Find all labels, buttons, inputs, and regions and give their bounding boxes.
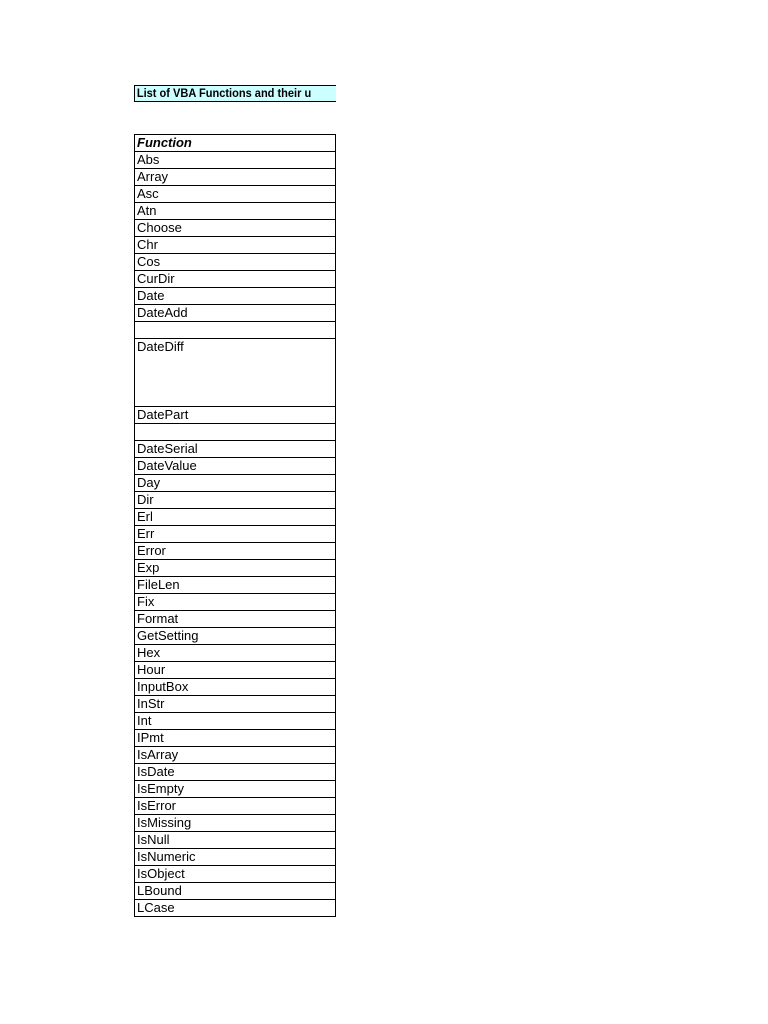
function-cell: Array	[135, 169, 336, 186]
function-cell: IsNumeric	[135, 849, 336, 866]
table-row	[135, 645, 336, 662]
function-cell: Erl	[135, 509, 336, 526]
table-row	[135, 424, 336, 441]
function-cell: LBound	[135, 883, 336, 900]
sheet-title	[134, 85, 336, 102]
table-row	[135, 441, 336, 458]
function-cell: Err	[135, 526, 336, 543]
table-row	[135, 152, 336, 169]
function-cell: Chr	[135, 237, 336, 254]
function-cell: Format	[135, 611, 336, 628]
table-row	[135, 220, 336, 237]
table-row	[135, 203, 336, 220]
table-row	[135, 271, 336, 288]
function-cell: Choose	[135, 220, 336, 237]
function-cell: Atn	[135, 203, 336, 220]
table-row	[135, 798, 336, 815]
function-cell: IPmt	[135, 730, 336, 747]
function-cell: Date	[135, 288, 336, 305]
table-row	[135, 781, 336, 798]
table-row	[135, 322, 336, 339]
function-cell: Asc	[135, 186, 336, 203]
function-cell: Int	[135, 713, 336, 730]
function-cell: Abs	[135, 152, 336, 169]
function-cell: IsEmpty	[135, 781, 336, 798]
table-row	[135, 492, 336, 509]
function-cell	[135, 424, 336, 441]
table-row	[135, 594, 336, 611]
function-cell: Hour	[135, 662, 336, 679]
table-row	[135, 407, 336, 424]
function-cell: IsArray	[135, 747, 336, 764]
table-row	[135, 730, 336, 747]
table-row	[135, 560, 336, 577]
table-row	[135, 237, 336, 254]
function-cell: FileLen	[135, 577, 336, 594]
table-row	[135, 458, 336, 475]
function-cell: IsDate	[135, 764, 336, 781]
function-cell: DatePart	[135, 407, 336, 424]
table-row	[135, 254, 336, 271]
sheet-title-text: List of VBA Functions and their u	[136, 86, 312, 100]
table-row	[135, 169, 336, 186]
table-row	[135, 747, 336, 764]
table-row	[135, 832, 336, 849]
table-row	[135, 764, 336, 781]
function-cell: InputBox	[135, 679, 336, 696]
table-row	[135, 543, 336, 560]
table-row	[135, 849, 336, 866]
function-cell: DateAdd	[135, 305, 336, 322]
table-row	[135, 339, 336, 407]
function-cell: Exp	[135, 560, 336, 577]
function-column-header: Function	[135, 135, 336, 152]
function-cell: DateDiff	[135, 339, 336, 407]
table-row	[135, 662, 336, 679]
function-table	[134, 134, 336, 917]
function-cell: IsObject	[135, 866, 336, 883]
table-row	[135, 509, 336, 526]
function-cell: IsNull	[135, 832, 336, 849]
table-row	[135, 577, 336, 594]
table-row	[135, 628, 336, 645]
table-row	[135, 713, 336, 730]
table-row	[135, 305, 336, 322]
table-row	[135, 611, 336, 628]
table-row	[135, 696, 336, 713]
function-cell: IsMissing	[135, 815, 336, 832]
function-cell: Error	[135, 543, 336, 560]
function-cell: CurDir	[135, 271, 336, 288]
table-row	[135, 866, 336, 883]
table-row	[135, 475, 336, 492]
function-cell: GetSetting	[135, 628, 336, 645]
table-row	[135, 900, 336, 917]
table-row	[135, 186, 336, 203]
table-row	[135, 679, 336, 696]
function-cell: IsError	[135, 798, 336, 815]
table-row	[135, 288, 336, 305]
function-cell: Day	[135, 475, 336, 492]
function-cell: Cos	[135, 254, 336, 271]
function-cell: Dir	[135, 492, 336, 509]
table-row	[135, 883, 336, 900]
table-row	[135, 526, 336, 543]
function-cell: InStr	[135, 696, 336, 713]
function-cell: Fix	[135, 594, 336, 611]
function-cell: Hex	[135, 645, 336, 662]
function-cell: DateSerial	[135, 441, 336, 458]
table-header-row	[135, 135, 336, 152]
table-row	[135, 815, 336, 832]
function-cell: DateValue	[135, 458, 336, 475]
function-cell	[135, 322, 336, 339]
function-cell: LCase	[135, 900, 336, 917]
